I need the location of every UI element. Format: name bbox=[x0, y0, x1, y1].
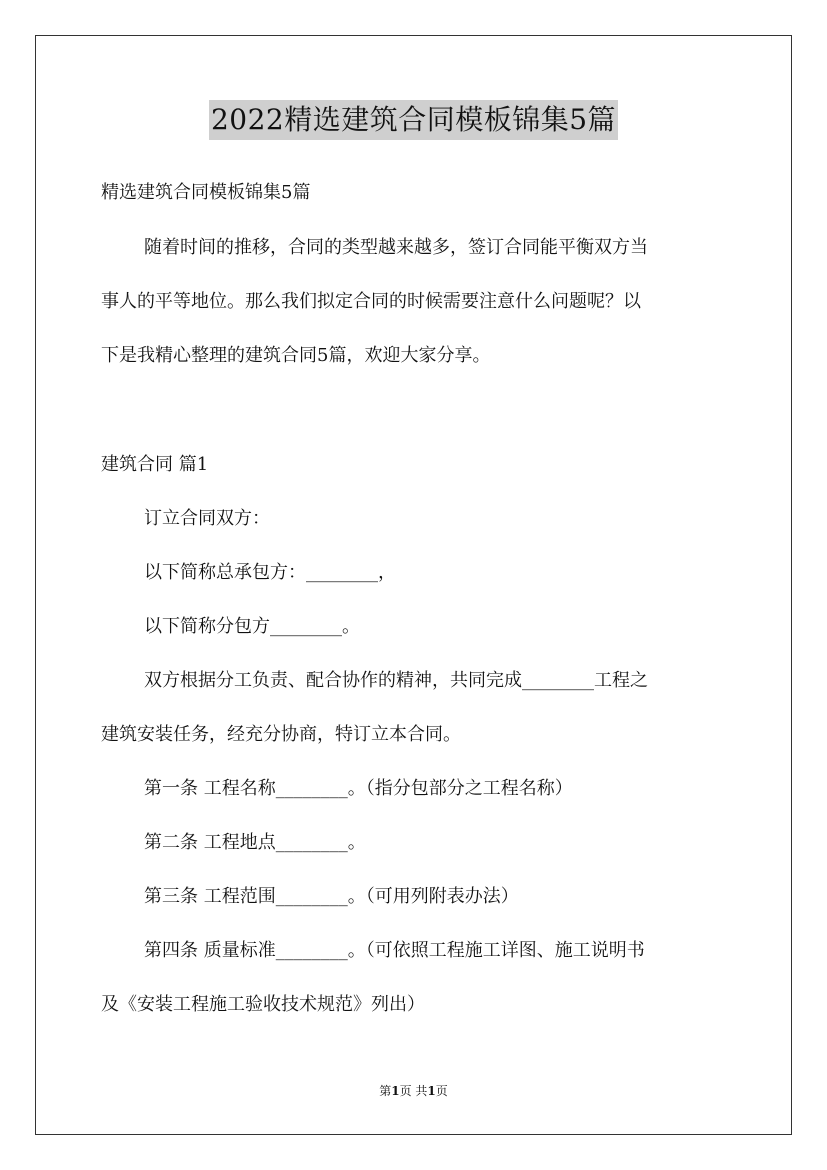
intro-line-2: 事人的平等地位。那么我们拟定合同的时候需要注意什么问题呢？以 bbox=[101, 291, 641, 312]
footer-page-suffix: 页 共 bbox=[399, 1084, 428, 1098]
body-line-4: 双方根据分工负责、配合协作的精神，共同完成________工程之 bbox=[144, 670, 648, 691]
body-line-5: 建筑安装任务，经充分协商，特订立本合同。 bbox=[101, 724, 461, 745]
body-line-3: 以下简称分包方________。 bbox=[144, 616, 360, 637]
document-title: 2022精选建筑合同模板锦集5篇 bbox=[209, 100, 618, 140]
article-4: 第四条 质量标准________。（可依照工程施工详图、施工说明书 bbox=[144, 940, 645, 961]
article-3: 第三条 工程范围________。（可用列附表办法） bbox=[144, 886, 519, 907]
body-line-2: 以下简称总承包方：________， bbox=[144, 562, 396, 583]
page-footer bbox=[0, 1083, 827, 1099]
article-4-continued: 及《安装工程施工验收技术规范》列出） bbox=[101, 994, 425, 1015]
intro-line-1: 随着时间的推移，合同的类型越来越多，签订合同能平衡双方当 bbox=[144, 237, 648, 258]
title-container bbox=[0, 100, 827, 140]
intro-line-3: 下是我精心整理的建筑合同5篇，欢迎大家分享。 bbox=[101, 345, 491, 366]
body-line-1: 订立合同双方： bbox=[144, 508, 270, 529]
footer-page-prefix: 第 bbox=[379, 1084, 392, 1098]
article-2: 第二条 工程地点________。 bbox=[144, 832, 366, 853]
document-subtitle: 精选建筑合同模板锦集5篇 bbox=[101, 182, 311, 203]
section-heading: 建筑合同 篇1 bbox=[101, 454, 209, 475]
footer-page-total-suffix: 页 bbox=[435, 1084, 448, 1098]
article-1: 第一条 工程名称________。（指分包部分之工程名称） bbox=[144, 778, 573, 799]
footer-page-total: 1 bbox=[427, 1084, 436, 1098]
footer-page-number: 1 bbox=[391, 1084, 400, 1098]
